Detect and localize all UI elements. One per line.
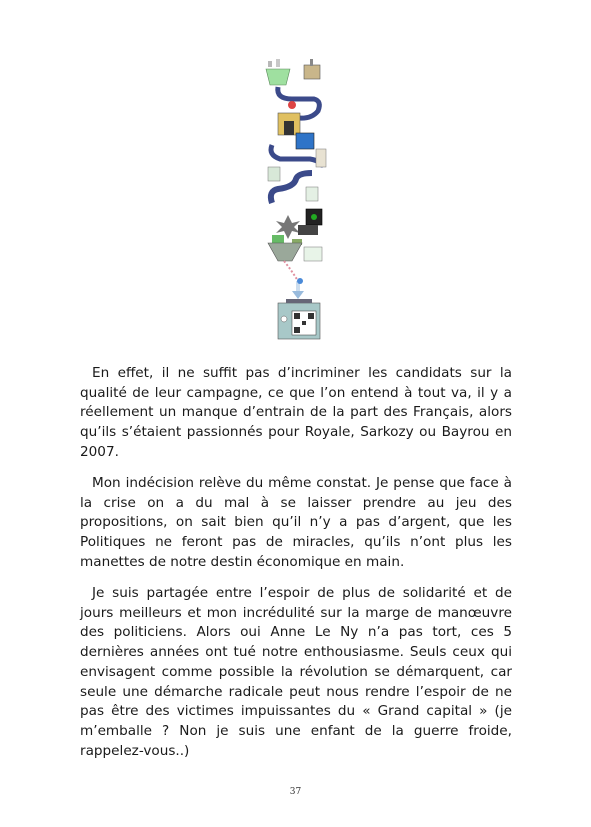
paragraph-2-text: Mon indécision relève du même constat. Je pense que face à la crise on a du mal à se laisser prendre au jeu des propositions, on sait bien qu’il n’y a pas d’argent, que les Politiques ne feront pas de miracles, qu’ils n’ont plus les manettes de notre destin économique en main.	[80, 475, 512, 570]
paragraph-3-text: Je suis partagée entre l’espoir de plus de solidarité et de jours meilleurs et mon incrédulité sur la marge de manœuvre des politiciens. Alors oui Anne Le Ny n’a pas tort, ces 5 dernières années ont tué notre enthousiasme. Seuls ceux qui envisagent comme possible la révolution se démarquent, car seule une démarche radicale peut nous rendre l’espoir de ne pas être des victimes impuissantes du « Grand capital » (je m’emballe ? Non je suis une enfant de la guerre froide, rappelez-vous..)	[80, 585, 512, 759]
campaign-road-illustration	[262, 55, 332, 345]
paragraph-2	[80, 474, 512, 573]
paragraph-1	[80, 364, 512, 463]
paragraph-3	[80, 584, 512, 761]
page-number: 37	[289, 787, 302, 797]
paragraph-1-text: En effet, il ne suffit pas d’incriminer les candidats sur la qualité de leur campagne, ce que l’on entend à tout va, il y a réellement un manque d’entrain de la part des Français, alors qu’ils s’étaient passionnés pour Royale, Sarkozy ou Bayrou en 2007.	[80, 365, 512, 460]
